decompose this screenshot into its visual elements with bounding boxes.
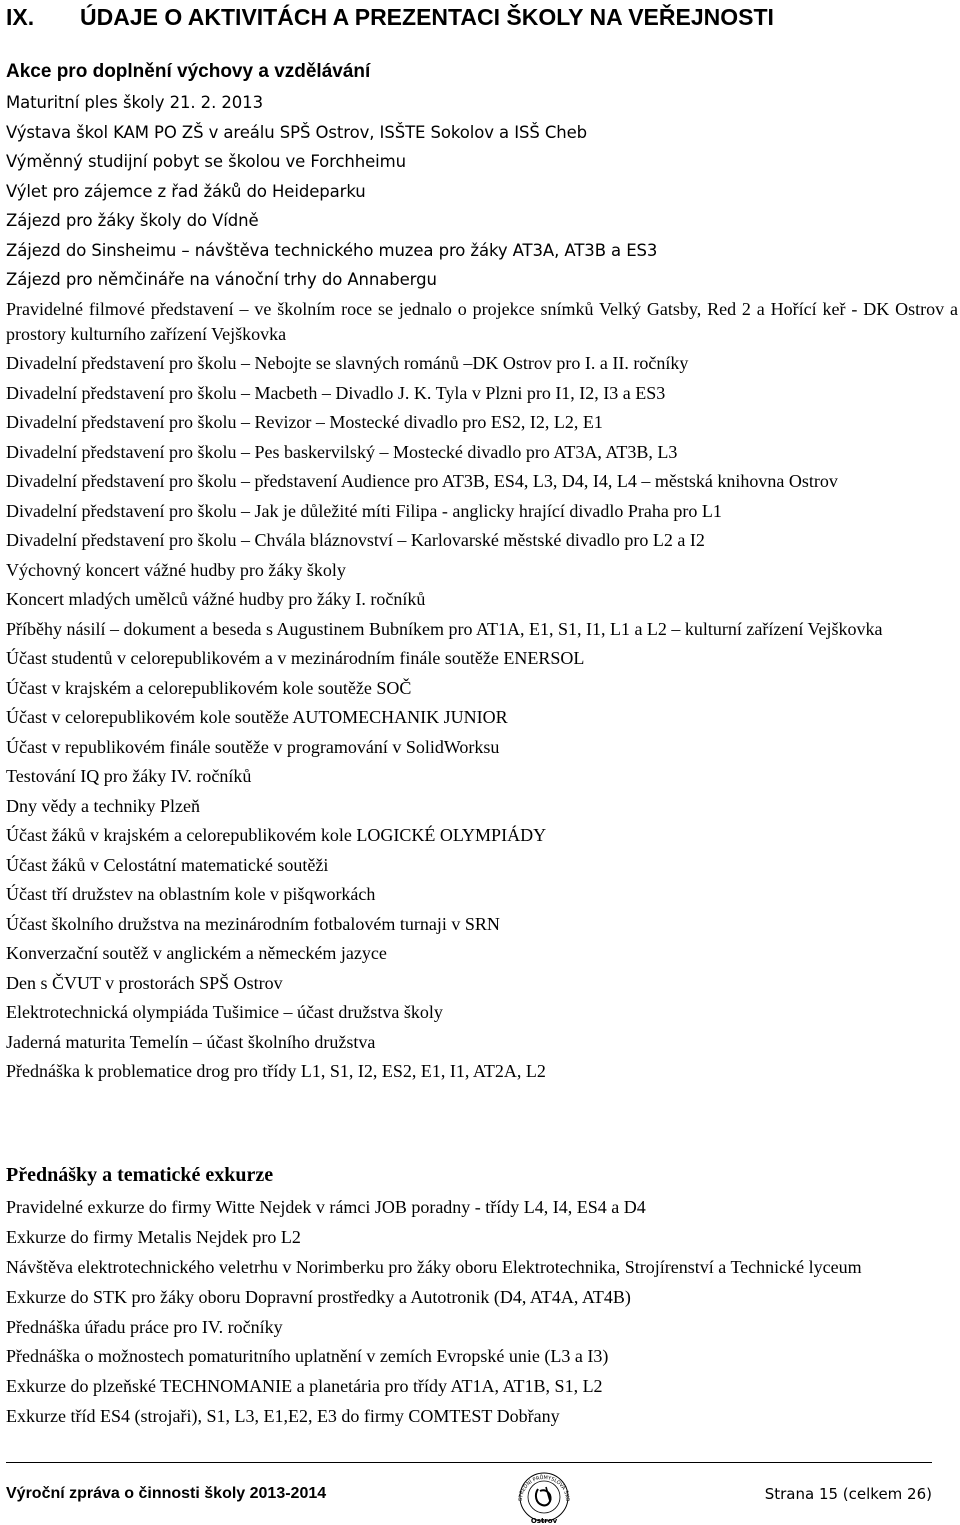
list-item: Pravidelné filmové představení – ve školním roce se jednalo o projekce snímků Velký Gatsby, Red 2 a Hořící keř - DK Ostrov a prostory kulturního zařízení Vejškovka [6, 298, 958, 344]
list-item: Jaderná maturita Temelín – účast školního družstva [6, 1031, 376, 1052]
list-item: Exkurze do firmy Metalis Nejdek pro L2 [6, 1226, 301, 1247]
page-number: Strana 15 (celkem 26) [764, 1485, 932, 1503]
list-item: Testování IQ pro žáky IV. ročníků [6, 766, 252, 786]
list-item: Zájezd do Sinsheimu – návštěva technického muzea pro žáky AT3A, AT3B a ES3 [6, 240, 658, 260]
lectures-list [6, 1195, 958, 1434]
section-heading-activities: Akce pro doplnění výchovy a vzdělávání [6, 61, 371, 82]
list-item: Divadelní představení pro školu – Chvála bláznovství – Karlovarské městské divadlo pro L2 a I2 [6, 530, 705, 550]
list-item: Divadelní představení pro školu – Pes baskervilský – Mostecké divadlo pro AT3A, AT3B, L3 [6, 441, 678, 462]
list-item: Účast v krajském a celorepublikovém kole soutěže SOČ [6, 677, 412, 698]
list-item: Účast v celorepublikovém kole soutěže AUTOMECHANIK JUNIOR [6, 707, 508, 727]
list-item: Výlet pro zájemce z řad žáků do Heideparku [6, 181, 366, 201]
list-item: Přednáška úřadu práce pro IV. ročníky [6, 1316, 283, 1337]
list-item: Maturitní ples školy 21. 2. 2013 [6, 93, 263, 112]
list-item: Divadelní představení pro školu – Jak je důležité míti Filipa - anglicky hrající divadlo Praha pro L1 [6, 500, 722, 521]
list-item: Zájezd pro žáky školy do Vídně [6, 211, 259, 230]
list-item: Přednáška k problematice drog pro třídy L1, S1, I2, ES2, E1, I1, AT2A, L2 [6, 1061, 546, 1081]
list-item: Exkurze do plzeňské TECHNOMANIE a planetária pro třídy AT1A, AT1B, S1, L2 [6, 1376, 603, 1397]
list-item: Příběhy násilí – dokument a beseda s Augustinem Bubníkem pro AT1A, E1, S1, I1, L1 a L2 – kulturní zařízení Vejškovka [6, 618, 883, 639]
activities-list [6, 90, 958, 1089]
list-item: Konverzační soutěž v anglickém a německém jazyce [6, 943, 387, 963]
list-item: Koncert mladých umělců vážné hudby pro žáky I. ročníků [6, 589, 426, 609]
list-item: Den s ČVUT v prostorách SPŠ Ostrov [6, 972, 283, 993]
list-item: Účast studentů v celorepublikovém a v mezinárodním finále soutěže ENERSOL [6, 648, 585, 668]
list-item: Elektrotechnická olympiáda Tušimice – účast družstva školy [6, 1002, 443, 1022]
list-item: Dny vědy a techniky Plzeň [6, 795, 200, 816]
list-item: Účast v republikovém finále soutěže v programování v SolidWorksu [6, 736, 500, 757]
report-title: Výroční zpráva o činnosti školy 2013-2014 [6, 1485, 327, 1502]
section-heading-lectures: Přednášky a tematické exkurze [6, 1164, 274, 1186]
svg-text:STŘEDNÍ PRŮMYSLOVÁ ŠKOLA [512, 1467, 570, 1502]
chapter-title: ÚDAJE O AKTIVITÁCH A PREZENTACI ŠKOLY NA VEŘEJNOSTI [80, 4, 774, 30]
list-item: Divadelní představení pro školu – Revizor – Mostecké divadlo pro ES2, I2, L2, E1 [6, 412, 603, 432]
list-item: Účast žáků v krajském a celorepublikovém kole LOGICKÉ OLYMPIÁDY [6, 825, 547, 845]
list-item: Divadelní představení pro školu – představení Audience pro AT3B, ES4, L3, D4, I4, L4 – městská knihovna Ostrov [6, 471, 838, 491]
list-item: Účast tří družstev na oblastním kole v pišqworkách [6, 884, 376, 904]
list-item: Výměnný studijní pobyt se školou ve Forchheimu [6, 152, 406, 171]
list-item: Účast žáků v Celostátní matematické soutěži [6, 854, 329, 875]
chapter-number: IX. [6, 4, 35, 30]
list-item: Exkurze tříd ES4 (strojaři), S1, L3, E1,E2, E3 do firmy COMTEST Dobřany [6, 1406, 560, 1427]
list-item: Pravidelné exkurze do firmy Witte Nejdek v rámci JOB poradny - třídy L4, I4, ES4 a D4 [6, 1197, 646, 1217]
page-footer [6, 1462, 932, 1525]
chapter-heading [6, 2, 956, 32]
logo-label: Ostrov [530, 1517, 558, 1525]
list-item: Návštěva elektrotechnického veletrhu v Norimberku pro žáky oboru Elektrotechnika, Strojírenství a Technické lyceum [6, 1256, 862, 1277]
list-item: Výstava škol KAM PO ZŠ v areálu SPŠ Ostrov, ISŠTE Sokolov a ISŠ Cheb [6, 122, 588, 142]
logo-ring-text: STŘEDNÍ PRŮMYSLOVÁ ŠKO [517, 1474, 571, 1502]
list-item: Exkurze do STK pro žáky oboru Dopravní prostředky a Autotronik (D4, AT4A, AT4B) [6, 1286, 631, 1307]
list-item: Zájezd pro němčináře na vánoční trhy do Annabergu [6, 270, 437, 289]
list-item: Výchovný koncert vážné hudby pro žáky školy [6, 559, 346, 580]
school-logo [512, 1467, 576, 1525]
list-item: Přednáška o možnostech pomaturitního uplatnění v zemích Evropské unie (L3 a I3) [6, 1346, 609, 1367]
list-item: Účast školního družstva na mezinárodním fotbalovém turnaji v SRN [6, 913, 500, 934]
list-item: Divadelní představení pro školu – Nebojte se slavných románů –DK Ostrov pro I. a II. ročníky [6, 353, 689, 373]
list-item: Divadelní představení pro školu – Macbeth – Divadlo J. K. Tyla v Plzni pro I1, I2, I3 a ES3 [6, 382, 666, 403]
